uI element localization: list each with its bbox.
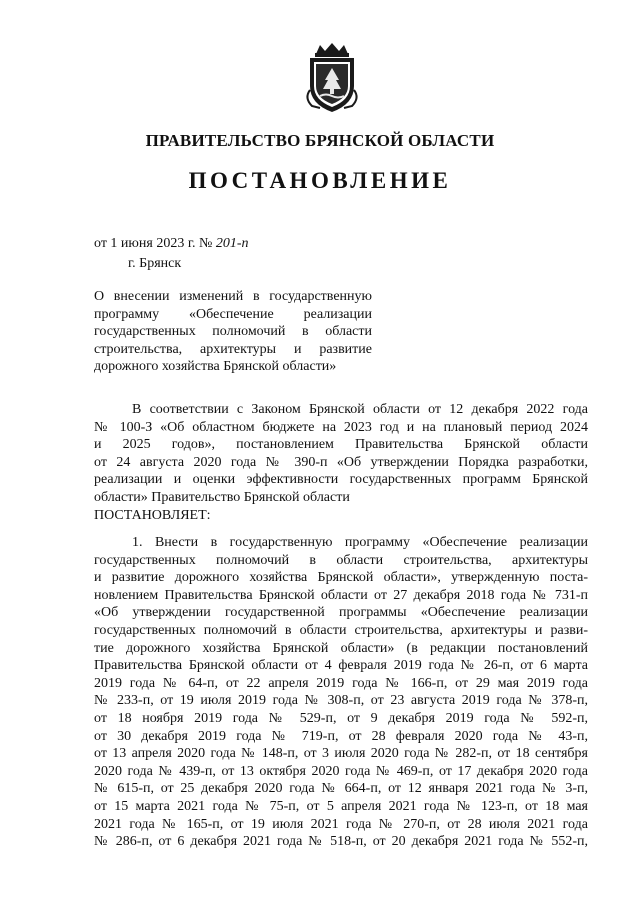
- document-number: 201-п: [215, 236, 249, 251]
- paragraph-line: 2021 года № 165-п, от 19 июля 2021 года № 270-п, от 28 июля 2021 года: [94, 816, 588, 832]
- document-type-title: ПОСТАНОВЛЕНИЕ: [188, 168, 452, 193]
- paragraph-line: № 615-п, от 25 декабря 2020 года № 664-п, от 12 января 2021 года № 3-п,: [94, 781, 588, 797]
- preamble-line: от 24 августа 2020 года № 390-п «Об утверждении Порядка разработки,: [94, 454, 588, 470]
- paragraph-line: государственных полномочий в области строительства, архитектуры и разви-: [94, 622, 588, 638]
- subject-line: О внесении изменений в государственную: [94, 289, 372, 304]
- paragraph-line: 1. Внести в государственную программу «Обеспечение реализации: [132, 535, 588, 550]
- paragraph-line: новлением Правительства Брянской области от 27 декабря 2018 года № 731-п: [94, 587, 588, 603]
- paragraph-line: от 13 апреля 2020 года № 148-п, от 3 июля 2020 года № 282-п, от 18 сентября: [94, 746, 588, 762]
- paragraph-line: от 30 декабря 2019 года № 719-п, от 28 февраля 2020 года № 43-п,: [94, 728, 588, 744]
- paragraph-line: «Об утверждении государственной программы «Обеспечение реализации: [94, 605, 588, 621]
- preamble: [94, 401, 588, 524]
- bryansk-coat-of-arms-icon: [302, 42, 362, 114]
- paragraph-line: № 286-п, от 6 декабря 2021 года № 518-п, от 20 декабря 2021 года № 552-п,: [94, 834, 588, 850]
- document-subject: [94, 288, 372, 376]
- document-date: от 1 июня 2023 г. №: [94, 236, 213, 251]
- paragraph-line: 2020 года № 439-п, от 13 октября 2020 года № 469-п, от 17 декабря 2020 года: [94, 763, 588, 779]
- subject-line: государственных полномочий в области: [94, 324, 372, 340]
- paragraph-line: государственных полномочий в области строительства, архитектуры: [94, 552, 588, 568]
- subject-line: строительства, архитектуры и развитие: [94, 341, 372, 357]
- subject-line: дорожного хозяйства Брянской области»: [94, 359, 337, 375]
- preamble-line: № 100-З «Об областном бюджете на 2023 год и на плановый период 2024: [94, 419, 588, 435]
- preamble-line: реализации и оценки эффективности государственных программ Брянской: [94, 472, 588, 488]
- preamble-line: области» Правительство Брянской области: [94, 489, 350, 505]
- paragraph-line: и развитие дорожного хозяйства Брянской области», утвержденную поста-: [94, 570, 588, 586]
- government-name: ПРАВИТЕЛЬСТВО БРЯНСКОЙ ОБЛАСТИ: [145, 131, 495, 150]
- paragraph-1: [94, 534, 588, 851]
- paragraph-line: тие дорожного хозяйства Брянской области» (в редакции постановлений: [94, 640, 588, 656]
- paragraph-line: Правительства Брянской области от 4 февраля 2019 года № 26-п, от 6 марта: [94, 658, 588, 674]
- subject-line: программу «Обеспечение реализации: [94, 306, 372, 322]
- document-date-number: [94, 236, 249, 252]
- paragraph-line: 2019 года № 64-п, от 22 апреля 2019 года № 166-п, от 29 мая 2019 года: [94, 675, 588, 691]
- preamble-line: В соответствии с Законом Брянской области от 12 декабря 2022 года: [132, 402, 588, 417]
- paragraph-line: от 18 ноября 2019 года № 529-п, от 9 декабря 2019 года № 592-п,: [94, 710, 588, 726]
- paragraph-line: № 233-п, от 19 июля 2019 года № 308-п, от 23 августа 2019 года № 378-п,: [94, 693, 588, 709]
- preamble-line: и 2025 годов», постановлением Правительства Брянской области: [94, 437, 588, 453]
- paragraph-line: от 15 марта 2021 года № 75-п, от 5 апреля 2021 года № 123-п, от 18 мая: [94, 798, 588, 814]
- resolution-keyword: ПОСТАНОВЛЯЕТ:: [94, 507, 211, 523]
- document-city: г. Брянск: [128, 256, 182, 271]
